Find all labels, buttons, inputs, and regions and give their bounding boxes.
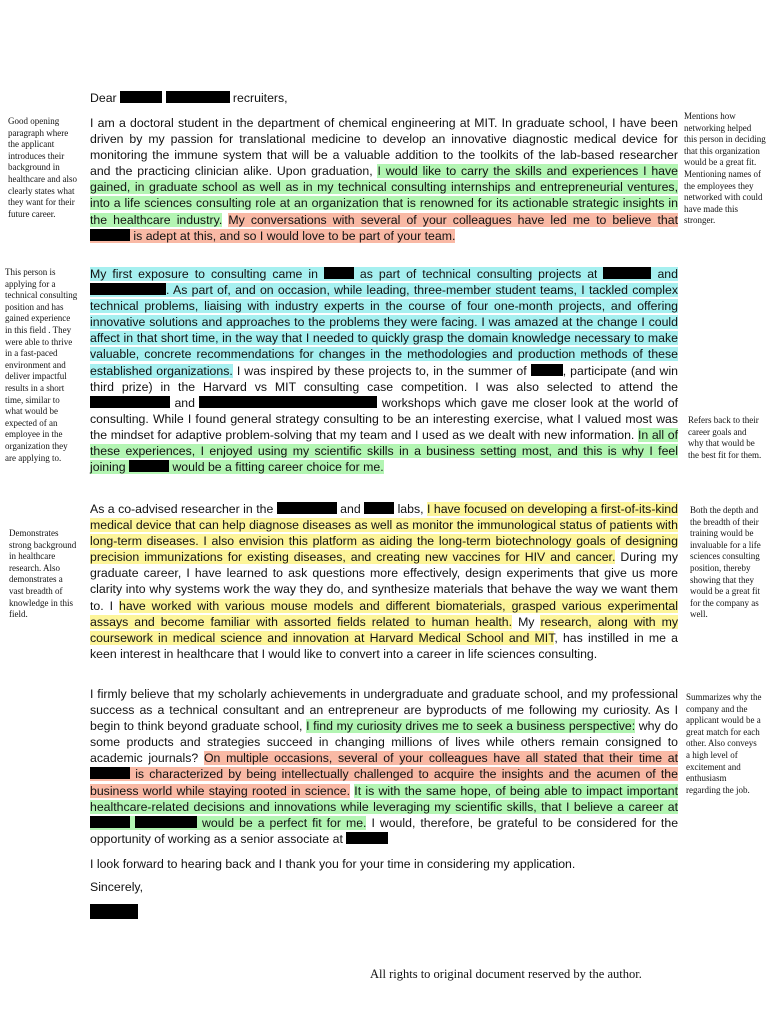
consulting-text-inspired: I was inspired by these projects to, in the summer of [236, 363, 527, 378]
sign-off [90, 879, 678, 895]
right-note-career-goals: Refers back to their career goals and why that would be the best fit for them. [688, 415, 762, 460]
research-text-my: My [518, 614, 535, 629]
redaction [277, 502, 337, 514]
intro-highlight-networking-end: is adept at this, and so I would love to be part of your team. [133, 228, 456, 243]
summary-highlight-curiosity: I find my curiosity drives me to seek a business perspective: [306, 719, 636, 734]
redaction [166, 91, 230, 103]
summary-highlight-colleagues-end: is characterized by being intellectually challenged to acquire the insights and the acumen of the business world while staying rooted in science. [90, 767, 678, 798]
redaction [90, 283, 166, 295]
consulting-text-and: and [174, 395, 195, 410]
research-text-career: During my graduate career, I have learned to ask questions more effectively, design experiments that give us more clarity into why systems work the way they do, and synthesize materials that behave the way we want them to. I [90, 550, 678, 613]
redaction [90, 396, 170, 408]
summary-highlight-colleagues: On multiple occasions, several of your colleagues have all stated that their time at [203, 751, 679, 766]
footer-rights: All rights to original document reserved by the author. [370, 967, 642, 981]
consulting-highlight-part2: as part of technical consulting projects at [359, 267, 598, 281]
paragraph-research [90, 501, 678, 662]
redaction [531, 364, 563, 376]
right-note-networking: Mentions how networking helped this person in deciding that this organization would be a great fit. Mentioning names of the employees they networked with could have made this stronger. [684, 111, 766, 226]
consulting-highlight-fit-end: would be a fitting career choice for me. [172, 460, 384, 475]
redaction [90, 767, 130, 779]
salutation-dear: Dear [90, 91, 117, 105]
research-text-and: and [340, 502, 361, 516]
redaction [135, 816, 197, 828]
intro-text: I am a doctoral student in the department of chemical engineering at MIT. In graduate school, I have been driven by my passion for translational medicine to develop an innovative diagnostic medical device for monitoring the immune system that will be a valuable addition to the toolkits of the lab-based researcher and the practicing clinician alike. Upon graduation, [90, 116, 678, 179]
research-highlight-biomaterials: have worked with various mouse models and different biomaterials, grasped various experimental assays and become familiar with assorted fields related to human health. [90, 598, 678, 629]
research-text-start: As a co-advised researcher in the [90, 502, 274, 516]
redaction [90, 229, 130, 241]
right-note-depth-breadth: Both the depth and the breadth of their training would be invaluable for a life sciences consulting position, thereby showing that they would be a great fit for the company as well. [690, 505, 761, 620]
redaction [324, 267, 354, 279]
research-highlight-coursework: research, along with my coursework in medical science and innovation at Harvard Medical School and MIT [90, 614, 678, 645]
redaction [364, 502, 394, 514]
salutation [90, 90, 678, 106]
consulting-highlight-and: and [657, 267, 678, 281]
intro-highlight-networking: My conversations with several of your colleagues have led me to believe that [228, 212, 678, 227]
signature-redaction [90, 904, 138, 919]
redaction [603, 267, 651, 279]
consulting-text-competition: , participate (and win third prize) in the Harvard vs MIT consulting case competition. I was also selected to attend the [90, 363, 679, 394]
summary-text-start: I firmly believe that my scholarly achievements in undergraduate and graduate school, and my professional success as a technical consultant and an entrepreneur are byproducts of me following my curiosity. As I begin to think beyond graduate school, [90, 687, 678, 734]
redaction [129, 460, 169, 472]
left-note-opening: Good opening paragraph where the applicant introduces their background in healthcare and also clearly states what they want for their future career. [8, 116, 77, 219]
consulting-highlight-body: . As part of, and on occasion, while leading, three-member student teams, I tackled complex technical problems, liaising with industry experts in the course of four one-month projects, and offering innovative solutions and approaches to the problems they were facing. I was amazed at the change I could affect in that short time, in the way that I needed to quickly grasp the domain knowledge necessary to make valuable, concrete recommendations for changes in the methodologies and production methods of these established organizations. [90, 283, 678, 378]
intro-highlight-career-goal: I would like to carry the skills and experiences I have gained, in graduate school as well as in my technical consulting internships and entrepreneurial ventures, into a life sciences consulting role at an organization that is renowned for its actionable strategic insights in the healthcare industry. [90, 164, 678, 227]
paragraph-summary [90, 686, 678, 847]
redaction [120, 91, 162, 103]
salutation-recruiters: recruiters, [232, 91, 288, 105]
research-text-end: , has instilled in me a keen interest in healthcare that I would like to convert into a career in life sciences consulting. [90, 630, 678, 661]
consulting-highlight-fit: In all of these experiences, I enjoyed using my scientific skills in a business setting most, and this is why I feel joining [90, 427, 678, 475]
left-note-consulting: This person is applying for a technical consulting position and has gained experience in this field . They were able to thrive in a fast-paced environment and deliver impactful results in a short time, similar to what would be expected of an employee in the organization they are applying to. [5, 267, 78, 463]
redaction [90, 816, 130, 828]
research-text-labs: labs, [397, 502, 424, 516]
consulting-highlight-start: My first exposure to consulting came in [90, 267, 318, 281]
sincerely: Sincerely, [90, 880, 144, 894]
research-highlight-device: I have focused on developing a first-of-its-kind medical device that can help diagnose diseases as well as monitor the immunological status of patients with long-term diseases. I also envision this platform as aiding the long-term biotechnology goals of designing precision immunizations for existing diseases, and creating new vaccines for HIV and cancer. [90, 502, 678, 565]
redaction [90, 904, 138, 919]
left-note-research: Demonstrates strong background in healthcare research. Also demonstrates a vast breadth of knowledge in this field. [9, 528, 77, 620]
summary-highlight-hope-end: would be a perfect fit for me. [201, 815, 367, 830]
paragraph-closing [90, 856, 678, 872]
right-note-summary: Summarizes why the company and the applicant would be a great match for each other. Also conveys a high level of excitement and enthusiasm regarding the job. [686, 692, 762, 795]
redaction [199, 396, 377, 408]
consulting-text-workshops: workshops which gave me closer look at the world of consulting. While I found general strategy consulting to be an interesting exercise, what I valued most was the mindset for adaptive problem-solving that my team and I used as we dealt with new information. [90, 395, 679, 442]
paragraph-consulting [90, 266, 678, 475]
summary-text-question: why do some products and strategies succeed in changing millions of lives while others remain consigned to academic journals? [90, 719, 678, 766]
paragraph-intro [90, 115, 678, 244]
summary-text-end: I would, therefore, be grateful to be considered for the opportunity of working as a senior associate at [90, 815, 679, 846]
closing-sentence: I look forward to hearing back and I thank you for your time in considering my application. [90, 857, 576, 871]
redaction [346, 832, 388, 844]
summary-highlight-hope: It is with the same hope, of being able to impact important healthcare-related decisions and innovations while leveraging my scientific skills, that I believe a career at [90, 783, 678, 814]
